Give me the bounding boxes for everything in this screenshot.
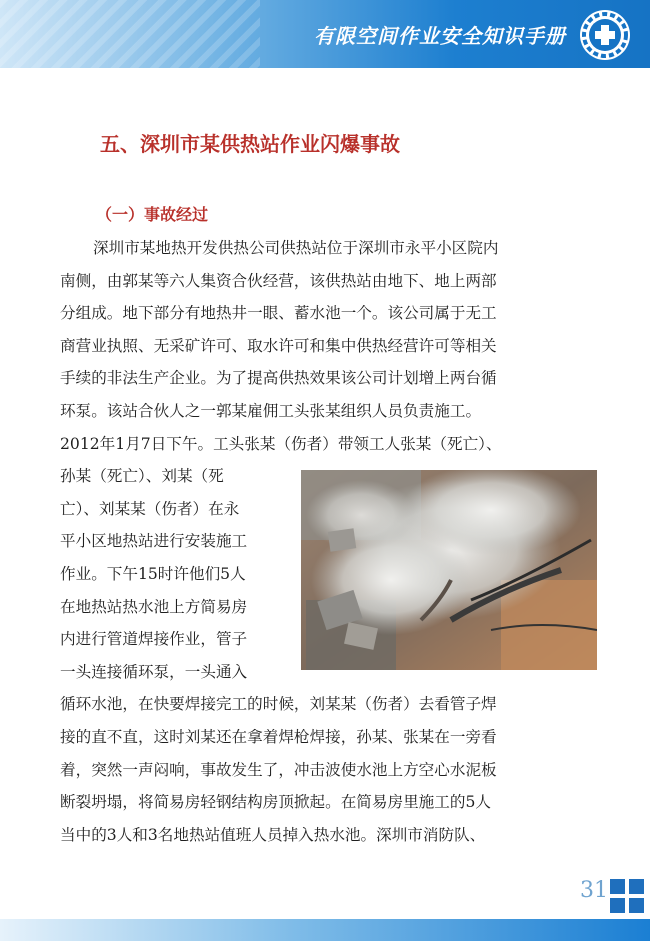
body-line: 深圳市某地热开发供热公司供热站位于深圳市永平小区院内 [93,239,499,257]
body-line: 商营业执照、无采矿许可、取水许可和集中供热经营许可等相关 [60,337,497,355]
body-line: 在地热站热水池上方简易房 [60,598,248,616]
body-line: 内进行管道焊接作业，管子 [60,630,248,648]
header-title: 有限空间作业安全知识手册 [314,24,566,48]
page-number: 31 [580,878,608,903]
body-line: 断裂坍塌，将简易房轻钢结构房顶掀起。在简易房里施工的5人 [60,793,491,811]
body-line: 当中的3人和3名地热站值班人员掉入热水池。深圳市消防队、 [60,826,486,844]
body-line: 着，突然一声闷响，事故发生了，冲击波使水池上方空心水泥板 [60,761,497,779]
body-line: 亡）、刘某某（伤者）在永 [60,500,240,518]
body-line: 作业。下午15时许他们5人 [60,565,246,583]
body-line: 平小区地热站进行安装施工 [60,532,248,550]
accident-site-photo [301,470,597,670]
body-line: 孙某（死亡）、刘某（死 [60,467,224,485]
body-line: 环泵。该站合伙人之一郭某雇佣工头张某组织人员负责施工。 [60,402,482,420]
section-subtitle: （一）事故经过 [96,205,209,224]
body-line: 2012年1月7日下午。工头张某（伤者）带领工人张某（死亡）、 [60,435,502,453]
footer-band [0,919,650,941]
four-squares-icon [610,879,644,913]
body-line: 一头连接循环泵，一头通入 [60,663,248,681]
body-line: 南侧，由郭某等六人集资合伙经营，该供热站由地下、地上两部 [60,272,497,290]
body-line: 分组成。地下部分有地热井一眼、蓄水池一个。该公司属于无工 [60,304,497,322]
body-line: 循环水池，在快要焊接完工的时候，刘某某（伤者）去看管子焊 [60,695,497,713]
body-line: 手续的非法生产企业。为了提高供热效果该公司计划增上两台循 [60,369,497,387]
body-line: 接的直不直，这时刘某还在拿着焊枪焊接，孙某、张某在一旁看 [60,728,497,746]
section-title: 五、深圳市某供热站作业闪爆事故 [100,132,400,156]
safety-cross-gear-icon [578,8,632,62]
